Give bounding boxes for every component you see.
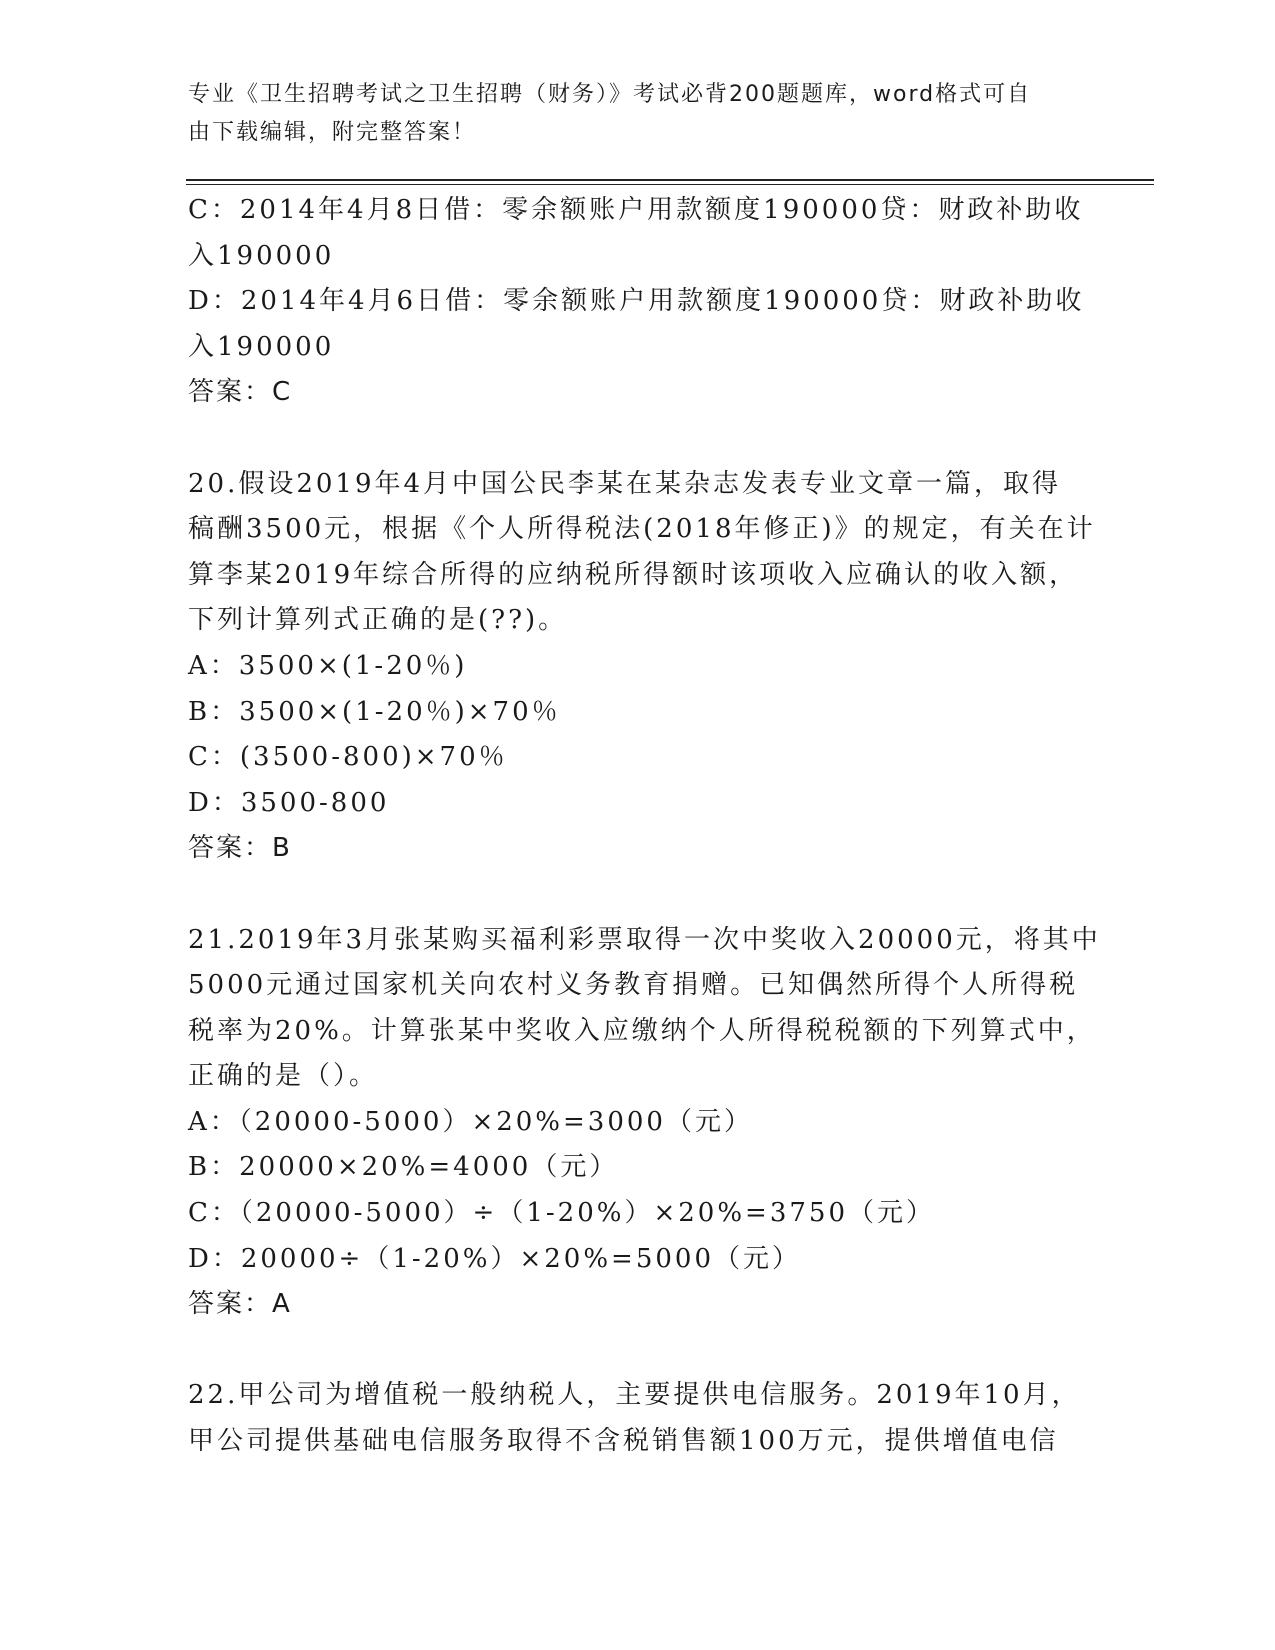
header-rule-thin bbox=[186, 184, 1154, 185]
option-line: 入190000 bbox=[188, 331, 335, 362]
option-b: B：3500×(1-20％)×70％ bbox=[188, 696, 561, 727]
question-20-line: 下列计算列式正确的是(??)。 bbox=[188, 605, 568, 636]
option-a: A：（20000-5000）×20%=3000（元） bbox=[188, 1106, 753, 1137]
option-b: B：20000×20%=4000（元） bbox=[188, 1152, 619, 1183]
option-d: D：3500-800 bbox=[188, 787, 390, 818]
answer-line: 答案：B bbox=[188, 833, 292, 864]
option-a: A：3500×(1-20％) bbox=[188, 650, 468, 681]
option-line: C：2014年4月8日借：零余额账户用款额度190000贷：财政补助收 bbox=[188, 195, 1084, 225]
question-20-line: 算李某2019年综合所得的应纳税所得额时该项收入应确认的收入额， bbox=[188, 559, 1079, 590]
option-c: C：（20000-5000）÷（1-20%）×20%=3750（元） bbox=[188, 1198, 935, 1229]
answer-line: 答案：A bbox=[188, 1289, 292, 1320]
question-21-line: 21.2019年3月张某购买福利彩票取得一次中奖收入20000元，将其中 bbox=[188, 924, 1101, 955]
option-line: 入190000 bbox=[188, 240, 335, 271]
header-rule-thick bbox=[186, 179, 1154, 181]
answer-line: 答案：C bbox=[188, 377, 293, 408]
document-header: 专业《卫生招聘考试之卫生招聘（财务）》考试必背200题题库，word格式可自 由下载编辑，附完整答案！ bbox=[188, 82, 1032, 145]
question-20-line: 20.假设2019年4月中国公民李某在某杂志发表专业文章一篇，取得 bbox=[188, 468, 1062, 499]
question-20-line: 稿酬3500元，根据《个人所得税法(2018年修正)》的规定，有关在计 bbox=[188, 514, 1096, 545]
option-line: D：2014年4月6日借：零余额账户用款额度190000贷：财政补助收 bbox=[188, 286, 1085, 317]
question-21-line: 税率为20%。计算张某中奖收入应缴纳个人所得税税额的下列算式中， bbox=[188, 1015, 1096, 1046]
question-21-line: 正确的是（）。 bbox=[188, 1061, 379, 1092]
option-c: C：(3500-800)×70％ bbox=[188, 742, 508, 773]
question-21-line: 5000元通过国家机关向农村义务教育捐赠。已知偶然所得个人所得税 bbox=[188, 970, 1079, 1001]
question-22-line: 甲公司提供基础电信服务取得不含税销售额100万元，提供增值电信 bbox=[188, 1426, 1059, 1457]
question-22-line: 22.甲公司为增值税一般纳税人，主要提供电信服务。2019年10月， bbox=[188, 1380, 1081, 1411]
option-d: D：20000÷（1-20%）×20%=5000（元） bbox=[188, 1243, 801, 1274]
document-body bbox=[188, 188, 1101, 1465]
